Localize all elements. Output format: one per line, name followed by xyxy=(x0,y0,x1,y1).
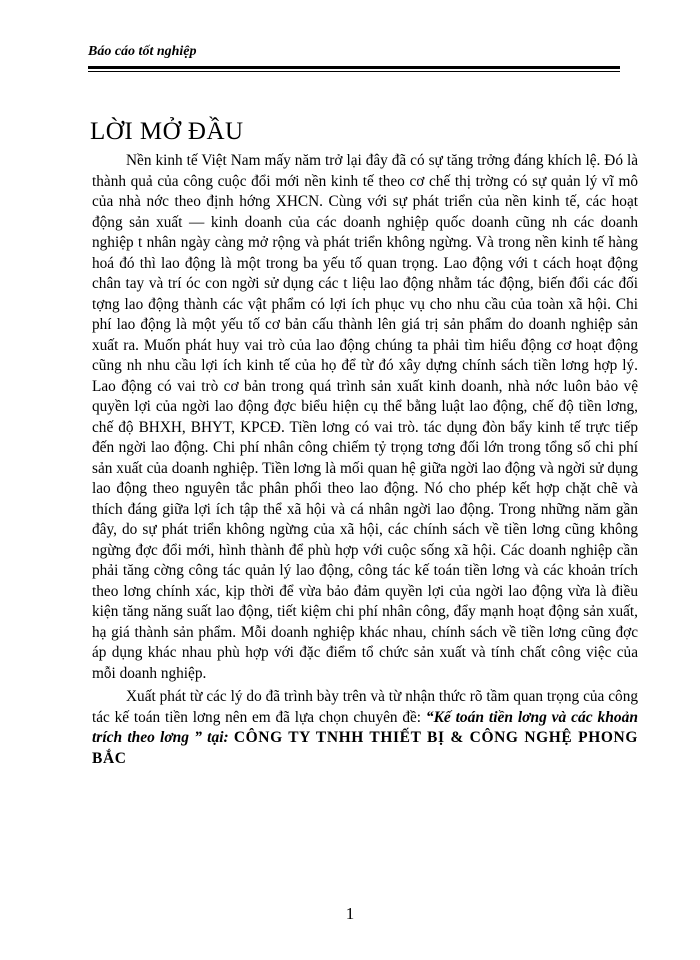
header-rule-thin xyxy=(88,71,620,72)
running-header: Báo cáo tốt nghiệp xyxy=(88,44,197,59)
paragraph-closing xyxy=(92,687,638,769)
topic-at: tại: xyxy=(201,729,234,746)
page-title: LỜI MỞ ĐẦU xyxy=(90,118,244,145)
header-rule-thick xyxy=(88,66,620,69)
paragraph-intro: Nền kinh tế Việt Nam mấy năm trở lại đây đã có sự tăng trởng đáng khích lệ. Đó là thành quả của công cuộc đổi mới nền kinh tế theo cơ chế thị trờng có sự quản lý vĩ mô của nhà nớc theo định hớng XHCN. Cùng với sự phát triển của nền kinh tế, các hoạt động sản xuất — kinh doanh của các doanh nghiệp quốc doanh cũng nh các doanh nghiệp t nhân ngày càng mở rộng và phát triển không ngừng. Và trong nền kinh tế hàng hoá đó thì lao động là một trong ba yếu tố quan trọng. Lao động với t cách hoạt động chân tay và trí óc con ngời sử dụng các t liệu lao động nhằm tác động, biến đổi các đối tợng lao động thành các vật phẩm có lợi ích phục vụ cho nhu cầu của toàn xã hội. Chi phí lao động là một yếu tố cơ bản cấu thành lên giá trị sản phẩm do doanh nghiệp sản xuất ra. Muốn phát huy vai trò của lao động chúng ta phải tìm hiểu động cơ hoạt động cũng nh nhu cầu lợi ích kinh tế của họ để từ đó xây dựng chính sách tiền lơng hợp lý. Lao động có vai trò cơ bản trong quá trình sản xuất kinh doanh, nhà nớc luôn bảo vệ quyền lợi của ngời lao động đợc biểu hiện cụ thể bằng luật lao động, chế độ tiền lơng, chế độ BHXH, BHYT, KPCĐ. Tiền lơng có vai trò. tác dụng đòn bẩy kinh tế trực tiếp đến ngời lao động. Chi phí nhân công chiếm tỷ trọng tơng đối lớn trong tổng số chi phí sản xuất của doanh nghiệp. Tiền lơng là mối quan hệ giữa ngời lao động và ngời sử dụng lao động theo nguyên tắc phân phối theo lao động. Nó cho phép kết hợp chặt chẽ và thích đáng giữa lợi ích tập thể xã hội và cá nhân ngời lao động. Trong những năm gần đây, do sự phát triển không ngừng của xã hội, các chính sách về tiền lơng cũng không ngừng đợc đổi mới, hình thành để phù hợp với cuộc sống xã hội. Các doanh nghiệp cần phải tăng cờng công tác quản lý lao động, công tác kế toán tiền lơng và các khoản trích theo lơng chính xác, kịp thời để vừa bảo đảm quyền lợi của ngời lao động vừa là điều kiện tăng năng suất lao động, tiết kiệm chi phí nhân công, đẩy mạnh hoạt động sản xuất, hạ giá thành sản phẩm. Mỗi doanh nghiệp khác nhau, chính sách về tiền lơng cũng đợc áp dụng khác nhau phù hợp với đặc điểm tổ chức sản xuất và tính chất công việc của mỗi doanh nghiệp. xyxy=(92,152,638,682)
document-body xyxy=(92,151,638,769)
company-name: CÔNG TY TNHH THIẾT BỊ & CÔNG NGHỆ PHONG BẮC xyxy=(92,729,638,767)
closing-intro: Xuất phát từ các lý do đã trình bày trên và từ nhận thức rõ tầm quan trọng của công tác kế toán tiền lơng nên em đã lựa chọn chuyên đề: xyxy=(92,688,638,726)
page-number: 1 xyxy=(345,904,355,923)
topic-title: “Kế toán tiền lơng và các khoản trích theo lơng ” xyxy=(92,708,638,746)
